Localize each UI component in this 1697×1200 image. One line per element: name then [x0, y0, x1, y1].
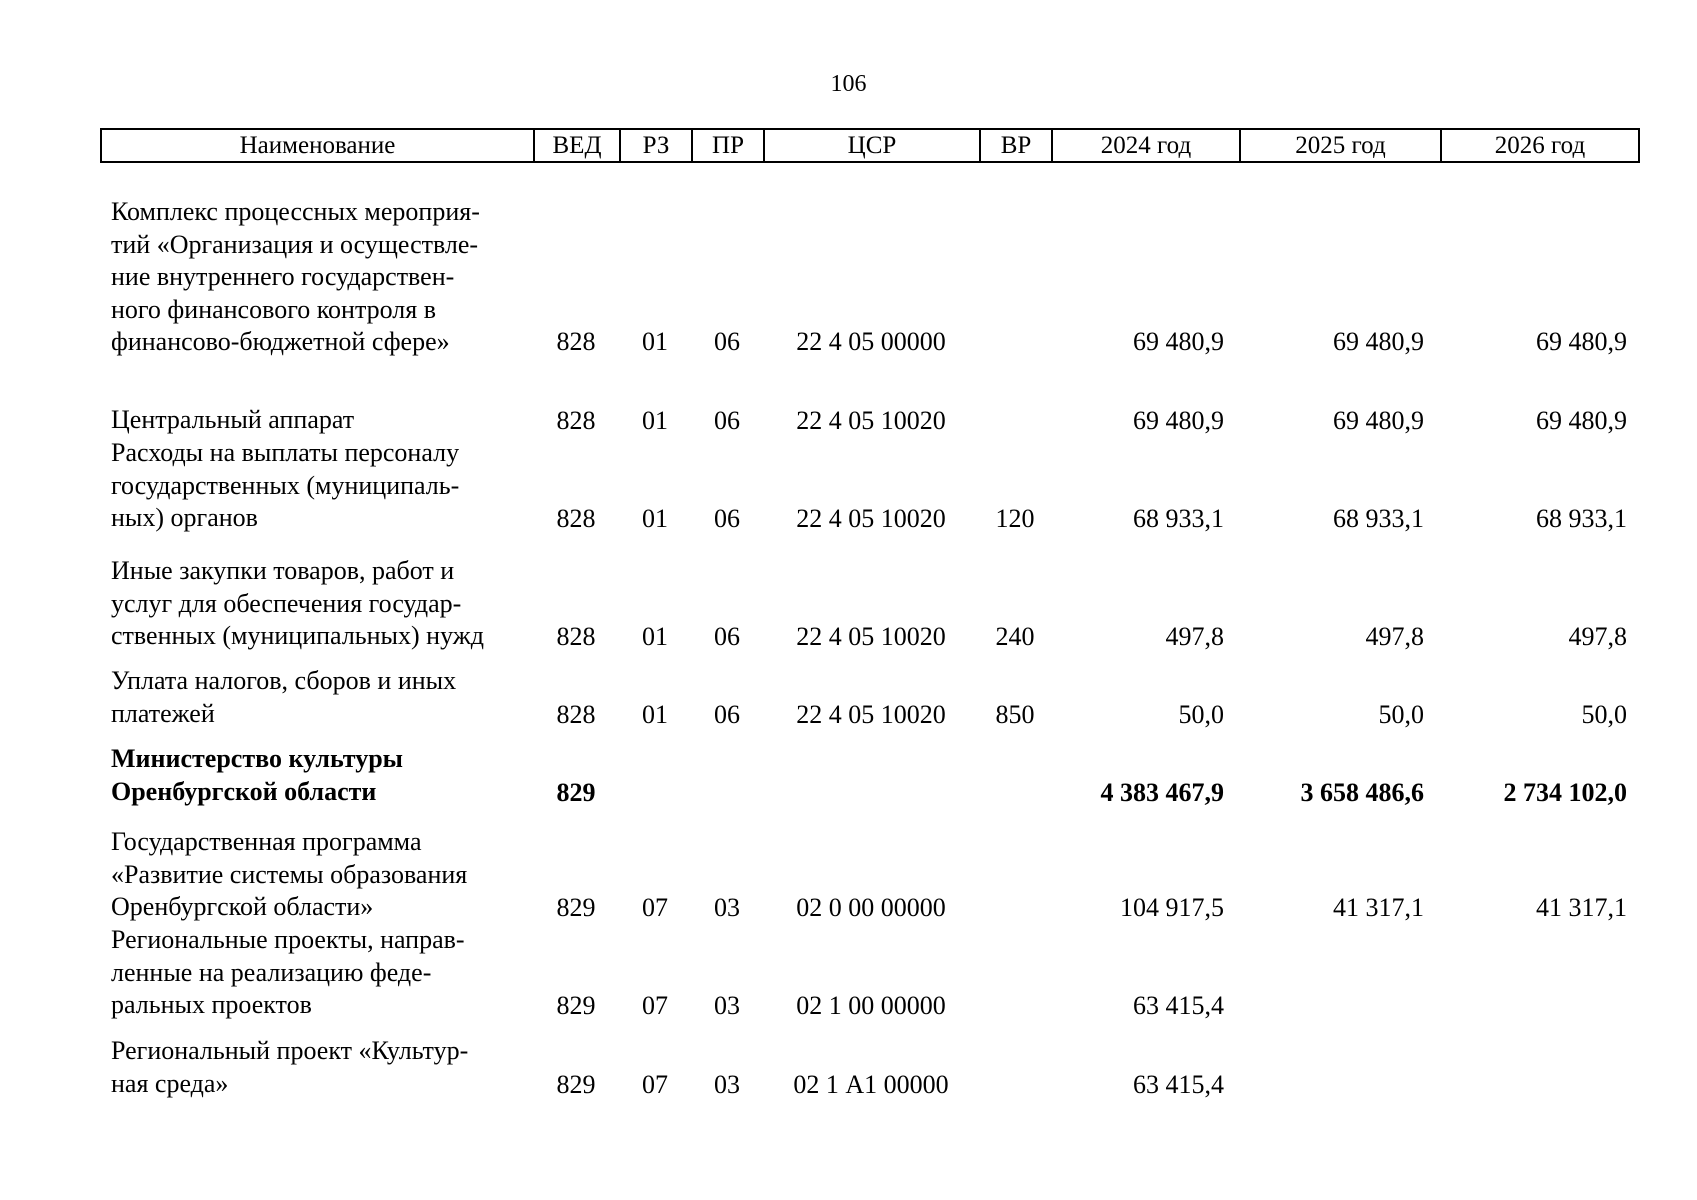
row-ved: 829 — [556, 777, 596, 807]
row-pr: 06 — [714, 326, 740, 356]
row-rz: 07 — [642, 990, 668, 1020]
table-row — [100, 665, 1638, 731]
row-rz: 01 — [642, 405, 668, 435]
header-2026: 2026 год — [1441, 129, 1639, 162]
row-csr: 22 4 05 10020 — [796, 503, 946, 533]
row-2024: 69 480,9 — [1133, 405, 1224, 435]
row-2024: 50,0 — [1178, 699, 1224, 729]
row-2025: 69 480,9 — [1333, 326, 1424, 356]
row-name: Иные закупки товаров, работ и услуг для обеспечения государ- ственных (муниципальных) нужд — [111, 556, 484, 650]
row-2025: 497,8 — [1365, 621, 1424, 651]
row-name: Центральный аппарат — [111, 405, 355, 434]
row-csr: 22 4 05 10020 — [796, 405, 946, 435]
table-row — [100, 404, 1638, 437]
table-row — [100, 924, 1638, 1022]
header-csr: ЦСР — [764, 129, 980, 162]
row-2025: 41 317,1 — [1333, 892, 1424, 922]
row-pr: 06 — [714, 699, 740, 729]
row-pr: 03 — [714, 1069, 740, 1099]
header-ved: ВЕД — [534, 129, 620, 162]
row-name: Региональный проект «Культур- ная среда» — [111, 1036, 469, 1098]
row-2026: 497,8 — [1568, 621, 1627, 651]
row-csr: 02 1 00 00000 — [796, 990, 946, 1020]
row-2024: 69 480,9 — [1133, 326, 1224, 356]
row-2024: 63 415,4 — [1133, 990, 1224, 1020]
row-ved: 828 — [556, 699, 596, 729]
header-2025: 2025 год — [1240, 129, 1441, 162]
row-pr: 06 — [714, 405, 740, 435]
row-name: Комплекс процессных мероприя- тий «Организация и осуществле- ние внутреннего государствен- ного финансового контроля в финансово-бюджетной сфере» — [111, 197, 480, 356]
row-ved: 828 — [556, 503, 596, 533]
row-2026: 2 734 102,0 — [1503, 777, 1627, 807]
row-2024: 68 933,1 — [1133, 503, 1224, 533]
row-name: Региональные проекты, направ- ленные на реализацию феде- ральных проектов — [111, 925, 465, 1019]
row-2026: 41 317,1 — [1536, 892, 1627, 922]
row-2024: 4 383 467,9 — [1100, 777, 1224, 807]
row-ved: 828 — [556, 621, 596, 651]
row-csr: 22 4 05 10020 — [796, 699, 946, 729]
row-name: Уплата налогов, сборов и иных платежей — [111, 666, 457, 728]
row-vr: 850 — [995, 699, 1035, 729]
row-2026: 69 480,9 — [1536, 405, 1627, 435]
row-2025: 3 658 486,6 — [1300, 777, 1424, 807]
row-2025: 50,0 — [1378, 699, 1424, 729]
row-pr: 06 — [714, 621, 740, 651]
row-ved: 828 — [556, 405, 596, 435]
row-rz: 01 — [642, 503, 668, 533]
header-vr: ВР — [980, 129, 1052, 162]
row-name: Расходы на выплаты персоналу государственных (муниципаль- ных) органов — [111, 438, 460, 532]
row-2024: 63 415,4 — [1133, 1069, 1224, 1099]
row-csr: 22 4 05 00000 — [796, 326, 946, 356]
row-2025: 69 480,9 — [1333, 405, 1424, 435]
row-csr: 02 1 А1 00000 — [793, 1069, 949, 1099]
row-vr: 120 — [995, 503, 1035, 533]
row-name: Министерство культуры Оренбургской области — [111, 744, 403, 806]
header-rz: РЗ — [620, 129, 692, 162]
row-vr: 240 — [995, 621, 1035, 651]
row-2024: 104 917,5 — [1120, 892, 1224, 922]
row-name: Государственная программа «Развитие системы образования Оренбургской области» — [111, 827, 468, 921]
header-name: Наименование — [101, 129, 534, 162]
row-rz: 07 — [642, 892, 668, 922]
row-ved: 829 — [556, 990, 596, 1020]
table-header — [100, 128, 1640, 163]
table-row — [100, 826, 1638, 924]
table-row — [100, 743, 1638, 809]
header-2024: 2024 год — [1052, 129, 1240, 162]
row-rz: 07 — [642, 1069, 668, 1099]
row-rz: 01 — [642, 621, 668, 651]
table-row — [100, 1035, 1638, 1101]
row-2026: 69 480,9 — [1536, 326, 1627, 356]
row-csr: 22 4 05 10020 — [796, 621, 946, 651]
table-row — [100, 555, 1638, 653]
row-pr: 03 — [714, 990, 740, 1020]
row-2026: 68 933,1 — [1536, 503, 1627, 533]
row-pr: 06 — [714, 503, 740, 533]
row-2026: 50,0 — [1581, 699, 1627, 729]
row-rz: 01 — [642, 699, 668, 729]
row-csr: 02 0 00 00000 — [796, 892, 946, 922]
row-ved: 829 — [556, 1069, 596, 1099]
row-ved: 828 — [556, 326, 596, 356]
row-pr: 03 — [714, 892, 740, 922]
page-number: 106 — [830, 71, 867, 97]
row-2024: 497,8 — [1165, 621, 1224, 651]
header-pr: ПР — [692, 129, 764, 162]
table-row — [100, 437, 1638, 535]
row-ved: 829 — [556, 892, 596, 922]
row-2025: 68 933,1 — [1333, 503, 1424, 533]
table-row — [100, 196, 1638, 358]
row-rz: 01 — [642, 326, 668, 356]
